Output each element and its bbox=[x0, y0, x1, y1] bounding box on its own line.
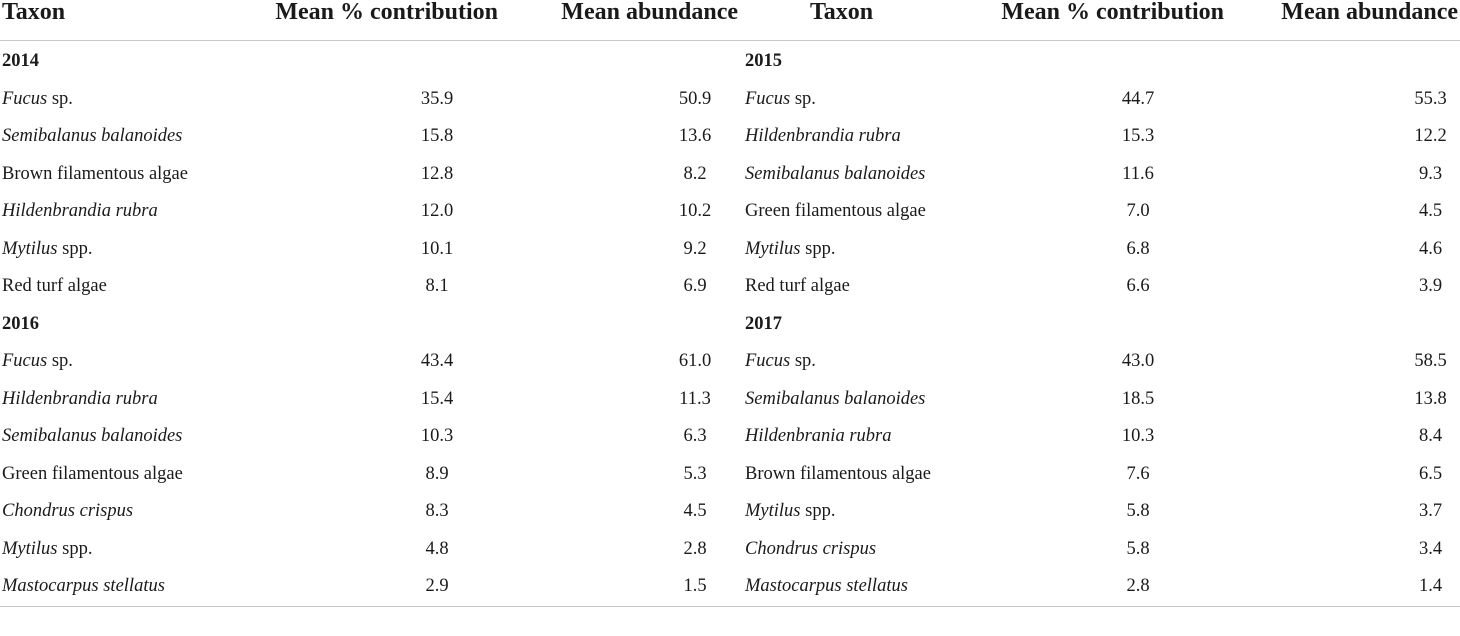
abundance-cell-right: 3.4 bbox=[1418, 538, 1443, 559]
taxon-plain-text: Green filamentous algae bbox=[745, 201, 926, 222]
contribution-cell-right: 5.8 bbox=[1126, 538, 1150, 559]
taxon-italic-name: Chondrus crispus bbox=[745, 538, 877, 559]
abundance-cell-left: 1.5 bbox=[500, 568, 740, 606]
contribution-cell-right: 5.8 bbox=[1126, 501, 1150, 522]
table-row bbox=[0, 456, 1460, 494]
empty-cell bbox=[1226, 306, 1460, 344]
abundance-cell-right: 4.6 bbox=[1418, 238, 1443, 259]
taxon-italic-name: Semibalanus balanoides bbox=[2, 126, 183, 147]
taxon-cell-left bbox=[0, 81, 214, 119]
taxon-plain-text: sp. bbox=[47, 88, 73, 109]
taxon-italic-name: Semibalanus balanoides bbox=[745, 388, 926, 409]
table-row bbox=[0, 381, 1460, 419]
table-row bbox=[0, 493, 1460, 531]
contribution-cell-left: 15.4 bbox=[420, 388, 454, 409]
abundance-cell-right: 13.8 bbox=[1414, 388, 1447, 409]
table-row bbox=[0, 268, 1460, 306]
taxon-cell-left bbox=[0, 531, 214, 569]
contribution-cell-right: 15.3 bbox=[1121, 126, 1155, 147]
taxon-italic-name: Hildenbrandia rubra bbox=[2, 388, 158, 409]
taxon-cell-left bbox=[0, 156, 214, 194]
taxon-italic-name: Hildenbrandia rubra bbox=[2, 201, 158, 222]
taxon-italic-name: Mytilus bbox=[745, 501, 801, 522]
table-body bbox=[0, 41, 1460, 607]
contribution-cell-left: 4.8 bbox=[425, 538, 449, 559]
table-row bbox=[0, 81, 1460, 119]
abundance-cell-left: 61.0 bbox=[678, 351, 712, 372]
contribution-cell-left: 43.4 bbox=[420, 351, 454, 372]
table-header bbox=[0, 0, 1460, 41]
empty-cell bbox=[214, 41, 500, 81]
taxon-cell-right bbox=[740, 268, 950, 306]
table-row bbox=[0, 343, 1460, 381]
contribution-cell-left: 10.3 bbox=[420, 426, 454, 447]
taxon-plain-text: Brown filamentous algae bbox=[745, 463, 931, 484]
header-taxon-right: Taxon bbox=[740, 0, 950, 41]
taxon-italic-name: Fucus bbox=[745, 351, 791, 372]
abundance-cell-left: 9.2 bbox=[683, 238, 707, 259]
abundance-cell-left: 13.6 bbox=[678, 126, 712, 147]
taxon-cell-right bbox=[740, 456, 950, 494]
abundance-cell-right: 55.3 bbox=[1414, 88, 1447, 109]
taxon-plain-text: spp. bbox=[57, 538, 93, 559]
table-row bbox=[0, 568, 1460, 606]
table-row bbox=[0, 156, 1460, 194]
year-label-right: 2017 bbox=[745, 313, 782, 334]
taxon-plain-text: sp. bbox=[790, 351, 816, 372]
contribution-cell-left: 2.9 bbox=[214, 568, 500, 606]
abundance-cell-right: 3.9 bbox=[1418, 276, 1443, 297]
abundance-cell-left: 50.9 bbox=[678, 88, 712, 109]
contribution-cell-right: 6.8 bbox=[1126, 238, 1150, 259]
taxon-italic-name: Mytilus bbox=[2, 238, 58, 259]
taxon-italic-name: Hildenbrandia rubra bbox=[745, 126, 901, 147]
abundance-cell-right: 58.5 bbox=[1414, 351, 1447, 372]
header-abundance-left: Mean abundance bbox=[500, 0, 740, 41]
contribution-cell-right: 44.7 bbox=[1121, 88, 1155, 109]
table-row bbox=[0, 231, 1460, 269]
abundance-cell-left: 5.3 bbox=[683, 463, 707, 484]
contribution-cell-right: 43.0 bbox=[1121, 351, 1155, 372]
empty-cell bbox=[214, 306, 500, 344]
year-label-left: 2014 bbox=[2, 51, 39, 72]
taxon-plain-text: sp. bbox=[790, 88, 816, 109]
contribution-cell-right: 6.6 bbox=[1126, 276, 1150, 297]
abundance-cell-left: 11.3 bbox=[679, 388, 711, 409]
taxon-cell-right bbox=[740, 381, 950, 419]
taxon-italic-name: Mastocarpus stellatus bbox=[745, 576, 908, 597]
contribution-cell-left: 8.9 bbox=[425, 463, 449, 484]
taxon-italic-name: Fucus bbox=[2, 351, 48, 372]
year-row bbox=[0, 306, 1460, 344]
year-label-right: 2015 bbox=[745, 51, 782, 72]
taxon-cell-right bbox=[740, 568, 950, 606]
contribution-cell-left: 12.0 bbox=[420, 201, 454, 222]
taxon-cell-right bbox=[740, 418, 950, 456]
taxon-cell-right bbox=[740, 343, 950, 381]
contribution-cell-left: 35.9 bbox=[420, 88, 454, 109]
taxon-cell-right bbox=[740, 81, 950, 119]
abundance-cell-right: 4.5 bbox=[1418, 201, 1443, 222]
contribution-cell-left: 15.8 bbox=[420, 126, 454, 147]
table-row bbox=[0, 118, 1460, 156]
taxon-cell-left bbox=[0, 381, 214, 419]
header-taxon-left: Taxon bbox=[0, 0, 214, 41]
year-label-left: 2016 bbox=[2, 313, 39, 334]
year-row bbox=[0, 41, 1460, 81]
abundance-cell-left: 4.5 bbox=[683, 501, 707, 522]
abundance-cell-left: 10.2 bbox=[678, 201, 712, 222]
contribution-cell-right: 7.6 bbox=[1126, 463, 1150, 484]
empty-cell bbox=[500, 41, 740, 81]
contribution-cell-right: 7.0 bbox=[1126, 201, 1150, 222]
taxon-cell-left bbox=[0, 343, 214, 381]
abundance-cell-left: 6.9 bbox=[683, 276, 707, 297]
taxon-cell-left bbox=[0, 493, 214, 531]
taxon-plain-text: sp. bbox=[47, 351, 73, 372]
abundance-cell-right: 3.7 bbox=[1418, 501, 1443, 522]
taxon-cell-left bbox=[0, 418, 214, 456]
table-row bbox=[0, 193, 1460, 231]
table-row bbox=[0, 531, 1460, 569]
taxon-cell-left bbox=[0, 268, 214, 306]
taxon-italic-name: Mastocarpus stellatus bbox=[2, 576, 165, 597]
taxon-cell-right bbox=[740, 118, 950, 156]
taxon-plain-text: spp. bbox=[57, 238, 93, 259]
taxon-italic-name: Hildenbrania rubra bbox=[745, 426, 892, 447]
abundance-cell-right: 6.5 bbox=[1418, 463, 1443, 484]
abundance-cell-right: 8.4 bbox=[1418, 426, 1443, 447]
abundance-cell-left: 8.2 bbox=[683, 163, 707, 184]
contribution-cell-right: 11.6 bbox=[1122, 163, 1154, 184]
taxon-italic-name: Semibalanus balanoides bbox=[2, 426, 183, 447]
header-contribution-left: Mean % contribution bbox=[214, 0, 500, 41]
taxon-cell-right bbox=[740, 531, 950, 569]
taxon-italic-name: Mytilus bbox=[745, 238, 801, 259]
taxon-cell-right bbox=[740, 231, 950, 269]
abundance-cell-left: 6.3 bbox=[683, 426, 707, 447]
header-contribution-right: Mean % contribution bbox=[950, 0, 1226, 41]
header-abundance-right: Mean abundance bbox=[1226, 0, 1460, 41]
taxon-cell-right bbox=[740, 493, 950, 531]
abundance-cell-right: 12.2 bbox=[1414, 126, 1447, 147]
taxon-cell-left bbox=[0, 231, 214, 269]
empty-cell bbox=[950, 41, 1226, 81]
taxon-plain-text: spp. bbox=[800, 501, 836, 522]
contribution-cell-right: 10.3 bbox=[1121, 426, 1155, 447]
taxon-cell-left bbox=[0, 193, 214, 231]
empty-cell bbox=[500, 306, 740, 344]
taxon-italic-name: Mytilus bbox=[2, 538, 58, 559]
table-row bbox=[0, 418, 1460, 456]
taxon-cell-left bbox=[0, 456, 214, 494]
taxon-plain-text: Green filamentous algae bbox=[2, 463, 183, 484]
taxon-plain-text: Brown filamentous algae bbox=[2, 163, 188, 184]
taxon-italic-name: Semibalanus balanoides bbox=[745, 163, 926, 184]
contribution-cell-left: 8.3 bbox=[425, 501, 449, 522]
taxon-cell-left bbox=[0, 568, 214, 606]
taxon-italic-name: Fucus bbox=[2, 88, 48, 109]
taxon-cell-right bbox=[740, 156, 950, 194]
abundance-cell-right: 9.3 bbox=[1418, 163, 1443, 184]
contribution-cell-left: 10.1 bbox=[420, 238, 454, 259]
taxon-plain-text: spp. bbox=[800, 238, 836, 259]
taxon-plain-text: Red turf algae bbox=[2, 276, 107, 297]
taxon-plain-text: Red turf algae bbox=[745, 276, 850, 297]
taxon-italic-name: Fucus bbox=[745, 88, 791, 109]
empty-cell bbox=[1226, 41, 1460, 81]
taxon-cell-right bbox=[740, 193, 950, 231]
contribution-cell-right: 2.8 bbox=[950, 568, 1226, 606]
empty-cell bbox=[950, 306, 1226, 344]
abundance-cell-right: 1.4 bbox=[1226, 568, 1460, 606]
contribution-cell-left: 12.8 bbox=[420, 163, 454, 184]
taxon-cell-left bbox=[0, 118, 214, 156]
contribution-cell-right: 18.5 bbox=[1121, 388, 1155, 409]
abundance-cell-left: 2.8 bbox=[683, 538, 707, 559]
contribution-cell-left: 8.1 bbox=[425, 276, 449, 297]
taxon-italic-name: Chondrus crispus bbox=[2, 501, 134, 522]
